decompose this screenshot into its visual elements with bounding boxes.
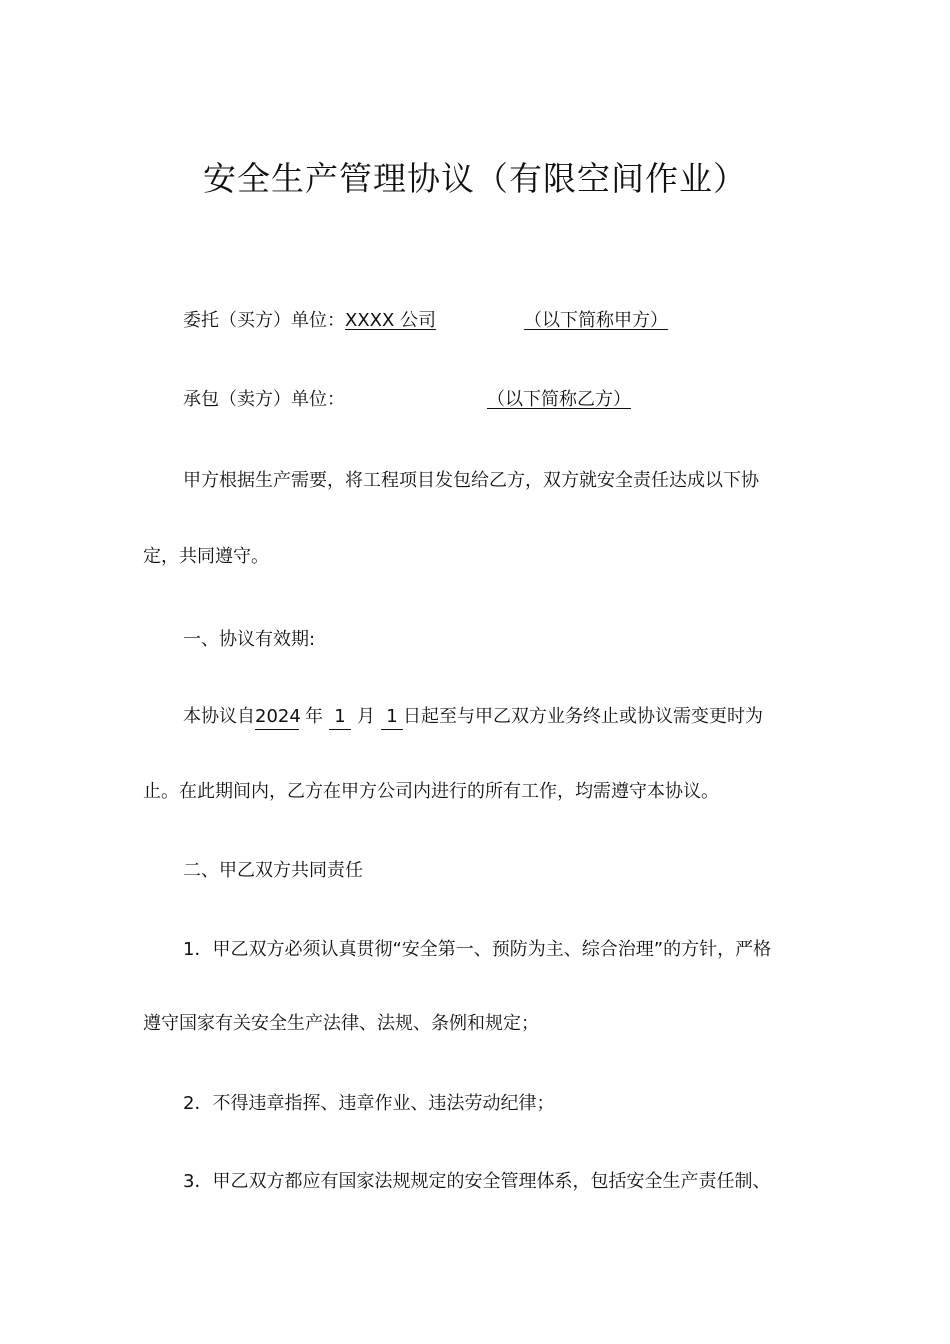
date-suffix: 日起至与甲乙双方业务终止或协议需变更时为 [403,706,763,727]
intro-line-2: 定，共同遵守。 [143,546,269,567]
party-b-label: 承包（卖方）单位： [183,389,345,410]
month-field: 1 [329,705,351,730]
section-1-line-2: 止。在此期间内，乙方在甲方公司内进行的所有工作，均需遵守本协议。 [143,781,719,802]
party-a-note: （以下简称甲方） [524,310,669,331]
section-2-item-1-line-2: 遵守国家有关安全生产法律、法规、条例和规定； [143,1013,539,1034]
date-prefix: 本协议自 [183,706,255,727]
party-b-note: （以下简称乙方） [487,389,631,410]
section-2-item-3-line-1: 3．甲乙双方都应有国家法规规定的安全管理体系，包括安全生产责任制、 [183,1171,771,1192]
party-a-value: XXXX 公司 [345,310,437,331]
party-a-label: 委托（买方）单位： [183,310,345,331]
day-field: 1 [381,705,403,730]
year-unit: 年 [305,706,323,727]
document-title: 安全生产管理协议（有限空间作业） [203,159,747,198]
section-1-heading: 一、协议有效期: [183,629,316,650]
party-a-line [183,307,668,335]
party-a-value-field [345,310,668,331]
section-2-item-2: 2．不得违章指挥、违章作业、违法劳动纪律； [183,1093,555,1114]
intro-line-1: 甲方根据生产需要，将工程项目发包给乙方，双方就安全责任达成以下协 [183,470,759,491]
section-1-date-line [183,703,763,731]
section-2-heading: 二、甲乙双方共同责任 [183,860,363,881]
year-field: 2024 [255,705,299,730]
party-b-line [183,386,631,414]
section-2-item-1-line-1: 1．甲乙双方必须认真贯彻“安全第一、预防为主、综合治理”的方针，严格 [183,939,772,960]
month-unit: 月 [357,706,375,727]
party-b-value-field [345,389,631,410]
